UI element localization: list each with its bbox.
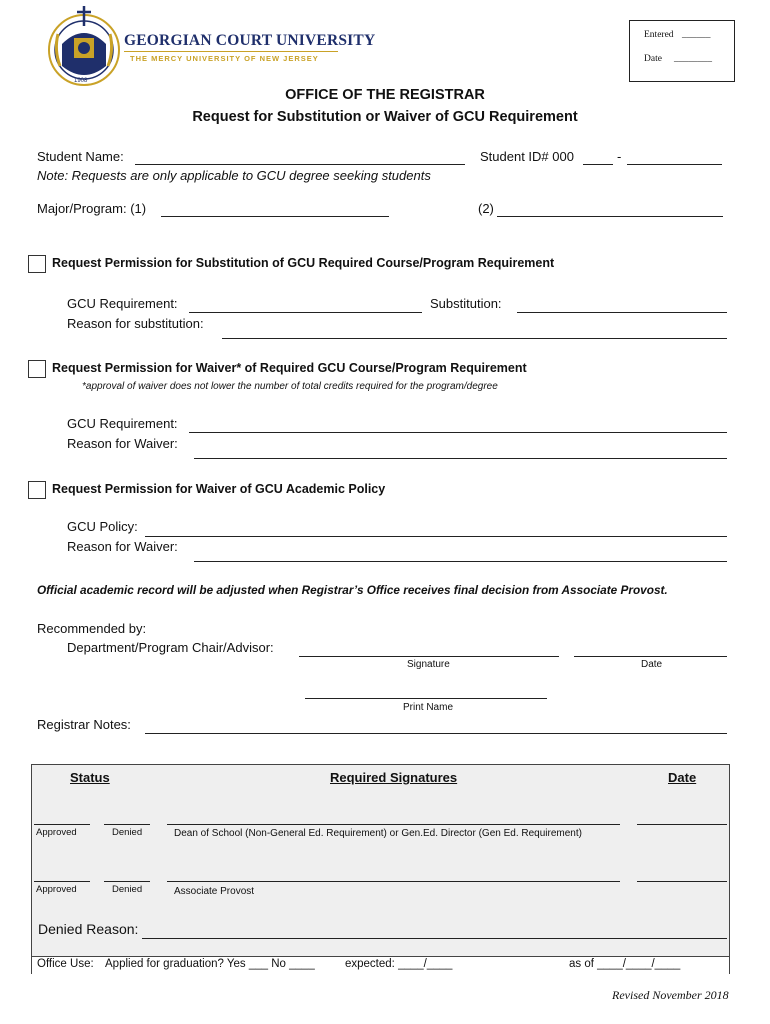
university-seal-icon <box>44 4 124 88</box>
major2-label: (2) <box>478 201 494 216</box>
applied-graduation[interactable]: Applied for graduation? Yes ___ No ____ <box>105 958 315 970</box>
denied-reason-field[interactable] <box>142 938 727 939</box>
denied-line-2[interactable] <box>104 881 150 882</box>
office-use-row <box>32 956 729 974</box>
substitution-checkbox[interactable] <box>28 255 46 273</box>
signatures-header: Required Signatures <box>330 770 458 785</box>
print-name-caption: Print Name <box>403 702 454 713</box>
chair-signature-field[interactable] <box>299 656 559 657</box>
major-label: Major/Program: (1) <box>37 201 147 216</box>
registrar-notes-label: Registrar Notes: <box>37 717 131 732</box>
section-policy-heading: Request Permission for Waiver of GCU Academic Policy <box>52 482 386 496</box>
approved-label-2: Approved <box>36 884 77 895</box>
section-substitution-heading: Request Permission for Substitution of GCU Required Course/Program Requirement <box>52 256 555 270</box>
student-id-field-2[interactable] <box>627 164 722 165</box>
date-caption: Date <box>641 659 663 670</box>
date-label: Date <box>644 54 662 64</box>
university-name: GEORGIAN COURT UNIVERSITY <box>124 32 376 49</box>
student-id-separator: - <box>617 149 622 164</box>
waiver-requirement-label: GCU Requirement: <box>67 416 178 431</box>
entered-blank[interactable]: ______ <box>682 30 711 40</box>
waiver-requirement-field[interactable] <box>189 432 727 433</box>
as-of-date[interactable]: as of ____/____/____ <box>569 958 681 970</box>
decision-table <box>31 764 730 974</box>
section-waiver-heading: Request Permission for Waiver* of Required GCU Course/Program Requirement <box>52 361 527 375</box>
denied-label-1: Denied <box>112 827 143 838</box>
status-header: Status <box>70 770 110 785</box>
page-subtitle: Request for Substitution or Waiver of GCU Requirement <box>192 109 578 125</box>
signature-line-2[interactable] <box>167 881 620 882</box>
chair-advisor-label: Department/Program Chair/Advisor: <box>67 640 274 655</box>
university-logo <box>44 4 376 88</box>
student-note: Note: Requests are only applicable to GCU degree seeking students <box>37 168 431 183</box>
recommended-label: Recommended by: <box>37 621 147 636</box>
registrar-notes-field[interactable] <box>145 733 727 734</box>
waiver-requirement-checkbox[interactable] <box>28 360 46 378</box>
office-use-label: Office Use: <box>37 958 94 970</box>
denied-line-1[interactable] <box>104 824 150 825</box>
date-header: Date <box>668 770 697 785</box>
chair-date-field[interactable] <box>574 656 727 657</box>
substitution-label: Substitution: <box>430 296 502 311</box>
approved-line-1[interactable] <box>34 824 90 825</box>
student-name-field[interactable] <box>135 164 465 165</box>
signer-label-2: Associate Provost <box>174 886 255 897</box>
waiver-reason-label: Reason for Waiver: <box>67 436 178 451</box>
waiver-reason-field[interactable] <box>194 458 727 459</box>
university-rule <box>124 51 338 52</box>
gcu-requirement-label: GCU Requirement: <box>67 296 178 311</box>
signature-caption: Signature <box>407 659 450 670</box>
denied-label-2: Denied <box>112 884 143 895</box>
gcu-policy-label: GCU Policy: <box>67 519 138 534</box>
signer-label-1: Dean of School (Non-General Ed. Requirement) or Gen.Ed. Director (Gen Ed. Requirement) <box>174 828 582 839</box>
page-title: OFFICE OF THE REGISTRAR <box>285 87 485 103</box>
entered-label: Entered <box>644 30 674 40</box>
date-blank[interactable]: ________ <box>674 54 712 64</box>
waiver-policy-checkbox[interactable] <box>28 481 46 499</box>
university-seal-year: 1908 <box>74 78 88 84</box>
reason-substitution-field[interactable] <box>222 338 727 339</box>
approved-line-2[interactable] <box>34 881 90 882</box>
policy-reason-field[interactable] <box>194 561 727 562</box>
major-field-1[interactable] <box>161 216 389 217</box>
expected-date[interactable]: expected: ____/____ <box>345 958 453 970</box>
gcu-policy-field[interactable] <box>145 536 727 537</box>
waiver-footnote: *approval of waiver does not lower the number of total credits required for the program/degree <box>82 381 498 392</box>
print-name-field[interactable] <box>305 698 547 699</box>
student-name-label: Student Name: <box>37 149 124 164</box>
entered-box <box>629 20 735 82</box>
denied-reason-label: Denied Reason: <box>38 921 139 937</box>
gcu-requirement-field[interactable] <box>189 312 422 313</box>
date-line-2[interactable] <box>637 881 727 882</box>
date-line-1[interactable] <box>637 824 727 825</box>
university-tagline: THE MERCY UNIVERSITY OF NEW JERSEY <box>130 54 319 63</box>
signature-line-1[interactable] <box>167 824 620 825</box>
major-field-2[interactable] <box>497 216 723 217</box>
policy-reason-label: Reason for Waiver: <box>67 539 178 554</box>
official-record-note: Official academic record will be adjusted when Registrar’s Office receives final decision from Associate Provost. <box>37 583 668 597</box>
student-id-label: Student ID# 000 <box>480 149 574 164</box>
reason-substitution-label: Reason for substitution: <box>67 316 204 331</box>
substitution-field[interactable] <box>517 312 727 313</box>
revision-date: Revised November 2018 <box>612 988 729 1002</box>
approved-label-1: Approved <box>36 827 77 838</box>
student-id-field-1[interactable] <box>583 164 613 165</box>
